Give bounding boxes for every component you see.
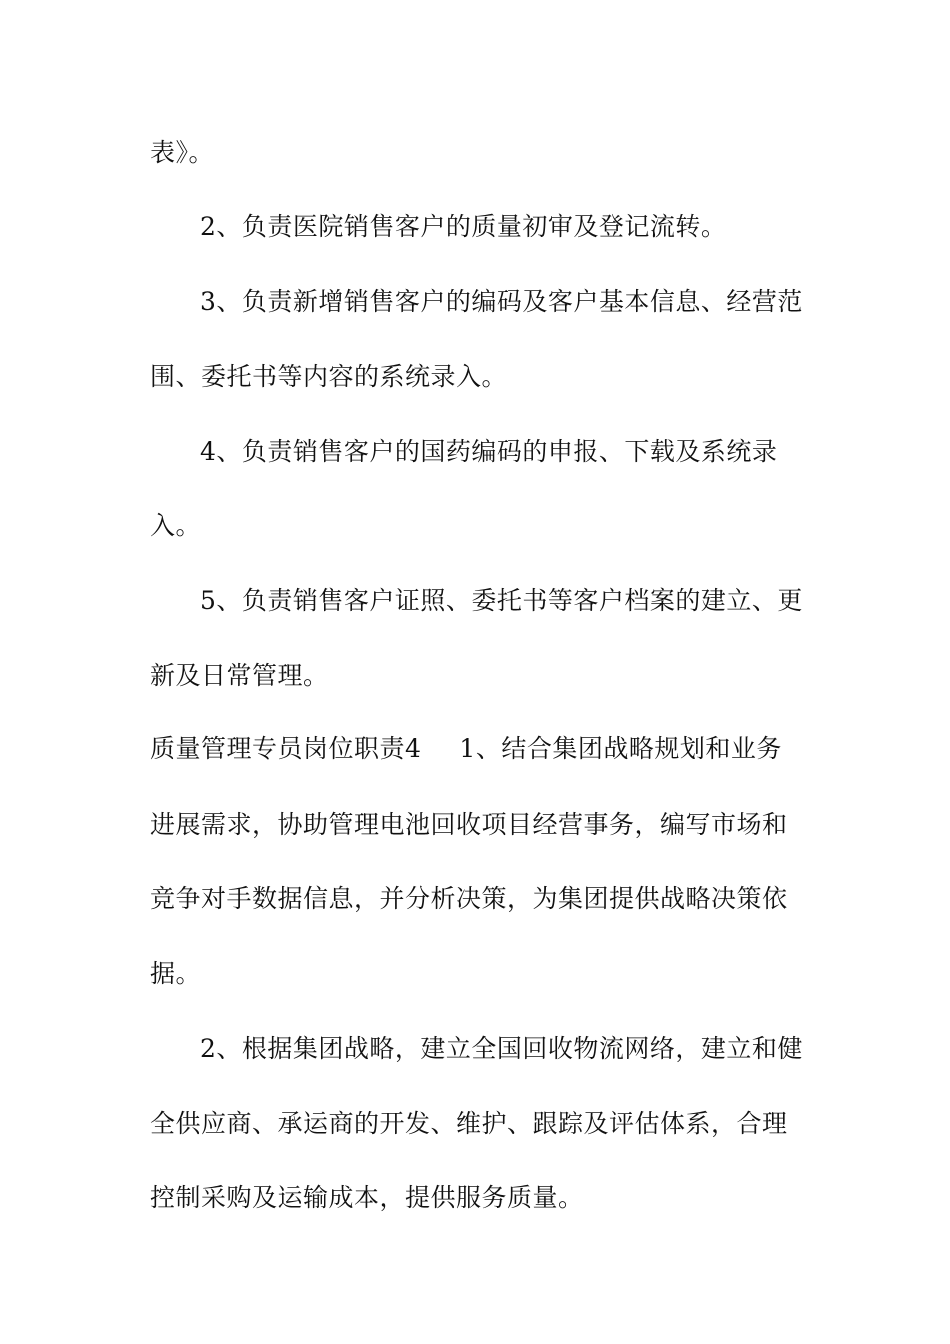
paragraph-line: 全供应商、承运商的开发、维护、跟踪及评估体系，合理 bbox=[150, 1109, 788, 1138]
section-heading-line bbox=[150, 734, 782, 764]
paragraph-line: 表》。 bbox=[150, 138, 215, 167]
paragraph-line: 2、根据集团战略，建立全国回收物流网络，建立和健 bbox=[200, 1034, 803, 1063]
paragraph-line: 围、委托书等内容的系统录入。 bbox=[150, 362, 508, 391]
paragraph-line: 进展需求，协助管理电池回收项目经营事务，编写市场和 bbox=[150, 810, 788, 839]
section-first-item: 1、结合集团战略规划和业务 bbox=[459, 734, 782, 763]
paragraph-line: 控制采购及运输成本，提供服务质量。 bbox=[150, 1183, 584, 1212]
paragraph-line: 入。 bbox=[150, 511, 202, 540]
section-heading: 质量管理专员岗位职责4 bbox=[150, 734, 422, 763]
paragraph-line: 3、负责新增销售客户的编码及客户基本信息、经营范 bbox=[200, 287, 803, 316]
paragraph-line: 新及日常管理。 bbox=[150, 661, 329, 690]
paragraph-line: 2、负责医院销售客户的质量初审及登记流转。 bbox=[200, 212, 727, 241]
paragraph-line: 据。 bbox=[150, 959, 202, 988]
paragraph-line: 5、负责销售客户证照、委托书等客户档案的建立、更 bbox=[200, 586, 803, 615]
paragraph-line: 竞争对手数据信息，并分析决策，为集团提供战略决策依 bbox=[150, 884, 788, 913]
paragraph-line: 4、负责销售客户的国药编码的申报、下载及系统录 bbox=[200, 437, 778, 466]
